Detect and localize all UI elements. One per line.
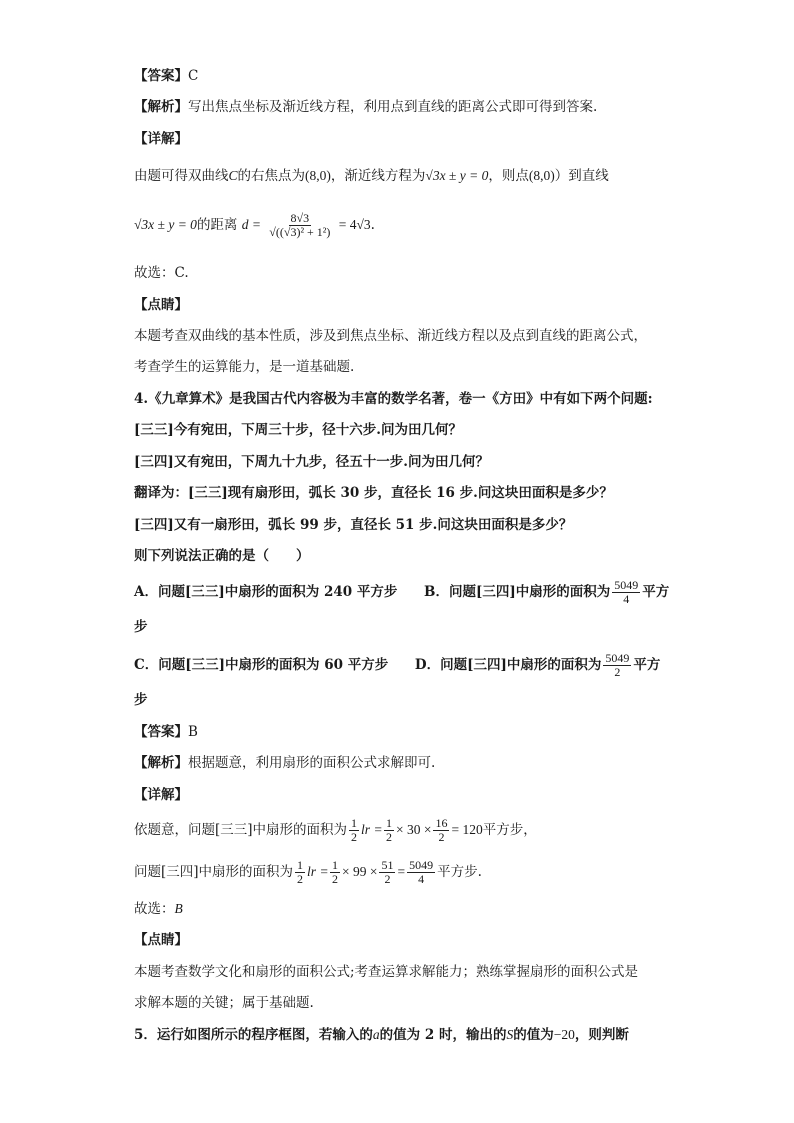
option-a: A．问题[三三]中扇形的面积为 240 平方步 <box>134 584 398 600</box>
answer-value: B <box>188 724 198 740</box>
q3-remark-line-1: 本题考查双曲线的基本性质，涉及到焦点坐标、渐近线方程以及点到直线的距离公式， <box>134 328 647 344</box>
answer-value: C <box>188 68 199 84</box>
q4-stem-line-2: [三三]今有宛田，下周三十步，径十六步.问为田几何？ <box>134 422 462 438</box>
q3-answer-line <box>134 66 662 86</box>
q4-analysis-line: 【解析】根据题意，利用扇形的面积公式求解即可. <box>134 755 436 771</box>
q4-stem-line-5: [三四]又有一扇形田，弧长 99 步，直径长 51 步.问这块田面积是多少？ <box>134 517 573 533</box>
answer-tag: 【答案】 <box>134 68 188 84</box>
q4-options-cd <box>134 651 662 679</box>
q4-detail-tag: 【详解】 <box>134 787 188 803</box>
q4-remark-tag: 【点睛】 <box>134 932 188 948</box>
distance-fraction: $\frac{8√3}{\text{√((√3)² + 1²)}}$ <box>269 210 331 239</box>
q3-detail-line-1: 由题可得双曲线C的右焦点为(8,0)，渐近线方程为√3x ± y = 0，则点(8,0)）到直线 <box>134 168 609 184</box>
q3-detail-line-2: √3x ± y = 0的距离 d = $\frac{8√3}{\text{√((√3)² + 1²)}}$ = 4√3. <box>134 210 375 239</box>
q5-stem-line-1: 5．运行如图所示的程序框图，若输入的a的值为 2 时，输出的S的值为−20，则判断 <box>134 1027 629 1043</box>
q4-detail-line-2: 问题[三四]中扇形的面积为 $\frac{1}{2}$ lr = $\frac{1}{2}$ × 99 × $\frac{51}{2}$ = $\frac{5049}{4}$ 平方步. <box>134 857 482 886</box>
q4-option-b-wrap: 步 <box>134 619 148 635</box>
analysis-text: 写出焦点坐标及渐近线方程，利用点到直线的距离公式即可得到答案. <box>188 99 598 115</box>
q4-stem-line-6: 则下列说法正确的是（ ） <box>134 548 310 564</box>
analysis-tag: 【解析】 <box>134 99 188 115</box>
q4-stem-line-4: 翻译为：[三三]现有扇形田，弧长 30 步，直径长 16 步.问这块田面积是多少？ <box>134 485 613 501</box>
q4-answer-line: 【答案】B <box>134 724 198 740</box>
q3-choose: 故选：C. <box>134 265 189 281</box>
q3-remark-tag: 【点睛】 <box>134 297 188 313</box>
q4-detail-line-1: 依题意，问题[三三]中扇形的面积为 $\frac{1}{2}$ lr = $\frac{1}{2}$ × 30 × $\frac{16}{2}$ = 120平方步， <box>134 815 537 844</box>
q3-detail-tag: 【详解】 <box>134 131 188 147</box>
option-c: C．问题[三三]中扇形的面积为 60 平方步 <box>134 657 389 673</box>
q4-remark-line-1: 本题考查数学文化和扇形的面积公式;考查运算求解能力；熟练掌握扇形的面积公式是 <box>134 964 639 980</box>
option-d: D．问题[三四]中扇形的面积为 $\frac{5049}{2}$ 平方 <box>414 650 661 679</box>
q3-analysis-line <box>134 97 662 117</box>
q4-choose: 故选：B <box>134 901 183 917</box>
q4-option-d-wrap: 步 <box>134 692 148 708</box>
option-b: B．问题[三四]中扇形的面积为 $\frac{5049}{4}$ 平方 <box>424 577 670 606</box>
q4-remark-line-2: 求解本题的关键；属于基础题. <box>134 995 314 1011</box>
q4-options-ab <box>134 577 670 606</box>
q3-remark-line-2: 考查学生的运算能力，是一道基础题. <box>134 359 355 375</box>
q4-stem-line-3: [三四]又有宛田，下周九十九步，径五十一步.问为田几何？ <box>134 454 489 470</box>
q4-stem-line-1: 4.《九章算术》是我国古代内容极为丰富的数学名著，卷一《方田》中有如下两个问题: <box>134 391 653 407</box>
